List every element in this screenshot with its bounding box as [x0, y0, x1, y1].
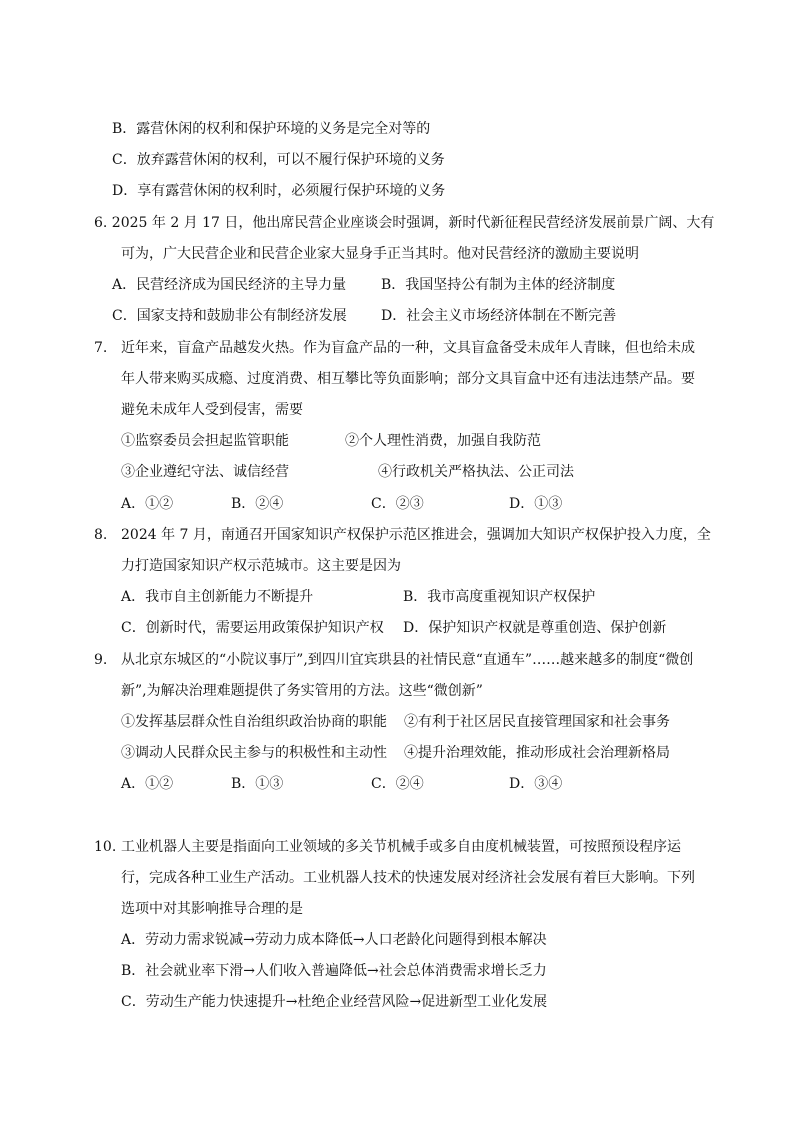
question-stem-line: 从北京东城区的“小院议事厅”,到四川宜宾珙县的社情民意“直通车”……越来越多的制度“微创: [121, 652, 694, 668]
option-b[interactable]: B．②④: [231, 496, 284, 512]
option-d[interactable]: D．①③: [509, 496, 563, 512]
option-c[interactable]: C．劳动生产能力快速提升→杜绝企业经营风险→促进新型工业化发展: [121, 994, 548, 1010]
option-b[interactable]: B．我国坚持公有制为主体的经济制度: [381, 277, 616, 293]
statement-3: ③企业遵纪守法、诚信经营: [121, 464, 289, 480]
statement-4: ④提升治理效能，推动形成社会治理新格局: [404, 745, 670, 761]
option-c[interactable]: C．国家支持和鼓励非公有制经济发展: [112, 308, 347, 324]
question-stem-line: 避免未成年人受到侵害，需要: [121, 402, 303, 418]
question-stem-line: 可为，广大民营企业和民营企业家大显身手正当其时。他对民营经济的激励主要说明: [121, 246, 639, 262]
question-stem-line: 行，完成各种工业生产活动。工业机器人技术的快速发展对经济社会发展有着巨大影响。下列: [121, 870, 695, 886]
statement-1: ①监察委员会担起监管职能: [121, 433, 289, 449]
option-a[interactable]: A．①②: [121, 776, 174, 792]
option-d[interactable]: D．享有露营休闲的权利时，必须履行保护环境的义务: [112, 183, 446, 199]
option-b[interactable]: B．①③: [231, 776, 284, 792]
question-stem-line: 力打造国家知识产权示范城市。这主要是因为: [121, 558, 401, 574]
option-b[interactable]: B．我市高度重视知识产权保护: [403, 589, 596, 605]
question-stem-line: 近年来，盲盒产品越发火热。作为盲盒产品的一种，文具盲盒备受未成年人青睐，但也给未成: [121, 340, 695, 356]
option-a[interactable]: A．劳动力需求锐减→劳动力成本降低→人口老龄化问题得到根本解决: [121, 932, 547, 948]
option-d[interactable]: D．③④: [509, 776, 563, 792]
option-c[interactable]: C．②④: [371, 776, 424, 792]
option-a[interactable]: A．①②: [121, 496, 174, 512]
option-a[interactable]: A．民营经济成为国民经济的主导力量: [112, 277, 347, 293]
option-d[interactable]: D．保护知识产权就是尊重创造、保护创新: [403, 620, 667, 636]
question-stem-line: 年人带来购买成瘾、过度消费、相互攀比等负面影响；部分文具盲盒中还有违法违禁产品。要: [121, 371, 695, 387]
option-c[interactable]: C．放弃露营休闲的权利，可以不履行保护环境的义务: [112, 152, 445, 168]
statement-2: ②有利于社区居民直接管理国家和社会事务: [404, 714, 670, 730]
question-number: 7.: [94, 340, 108, 356]
statement-3: ③调动人民群众民主参与的积极性和主动性: [121, 745, 387, 761]
option-c[interactable]: C．创新时代，需要运用政策保护知识产权: [121, 620, 384, 636]
option-b[interactable]: B．社会就业率下滑→人们收入普遍降低→社会总体消费需求增长乏力: [121, 963, 547, 979]
statement-4: ④行政机关严格执法、公正司法: [378, 464, 574, 480]
statement-2: ②个人理性消费，加强自我防范: [345, 433, 541, 449]
question-number: 8.: [94, 527, 108, 543]
question-stem-line: 6. 2025 年 2 月 17 日，他出席民营企业座谈会时强调，新时代新征程民营经济发展前景广阔、大有: [94, 215, 715, 231]
question-stem-line: 2024 年 7 月，南通召开国家知识产权保护示范区推进会，强调加大知识产权保护投入力度，全: [121, 527, 711, 543]
statement-1: ①发挥基层群众性自治组织政治协商的职能: [121, 714, 387, 730]
option-a[interactable]: A．我市自主创新能力不断提升: [121, 589, 314, 605]
option-b[interactable]: B．露营休闲的权利和保护环境的义务是完全对等的: [112, 121, 431, 137]
option-c[interactable]: C．②③: [371, 496, 424, 512]
question-number: 10.: [94, 839, 117, 855]
question-stem-line: 工业机器人主要是指面向工业领域的多关节机械手或多自由度机械装置，可按照预设程序运: [121, 839, 681, 855]
question-number: 9.: [94, 652, 108, 668]
question-stem-line: 选项中对其影响推导合理的是: [121, 901, 303, 917]
option-d[interactable]: D．社会主义市场经济体制在不断完善: [381, 308, 617, 324]
question-stem-line: 新”,为解决治理难题提供了务实管用的方法。这些“微创新”: [121, 683, 483, 699]
